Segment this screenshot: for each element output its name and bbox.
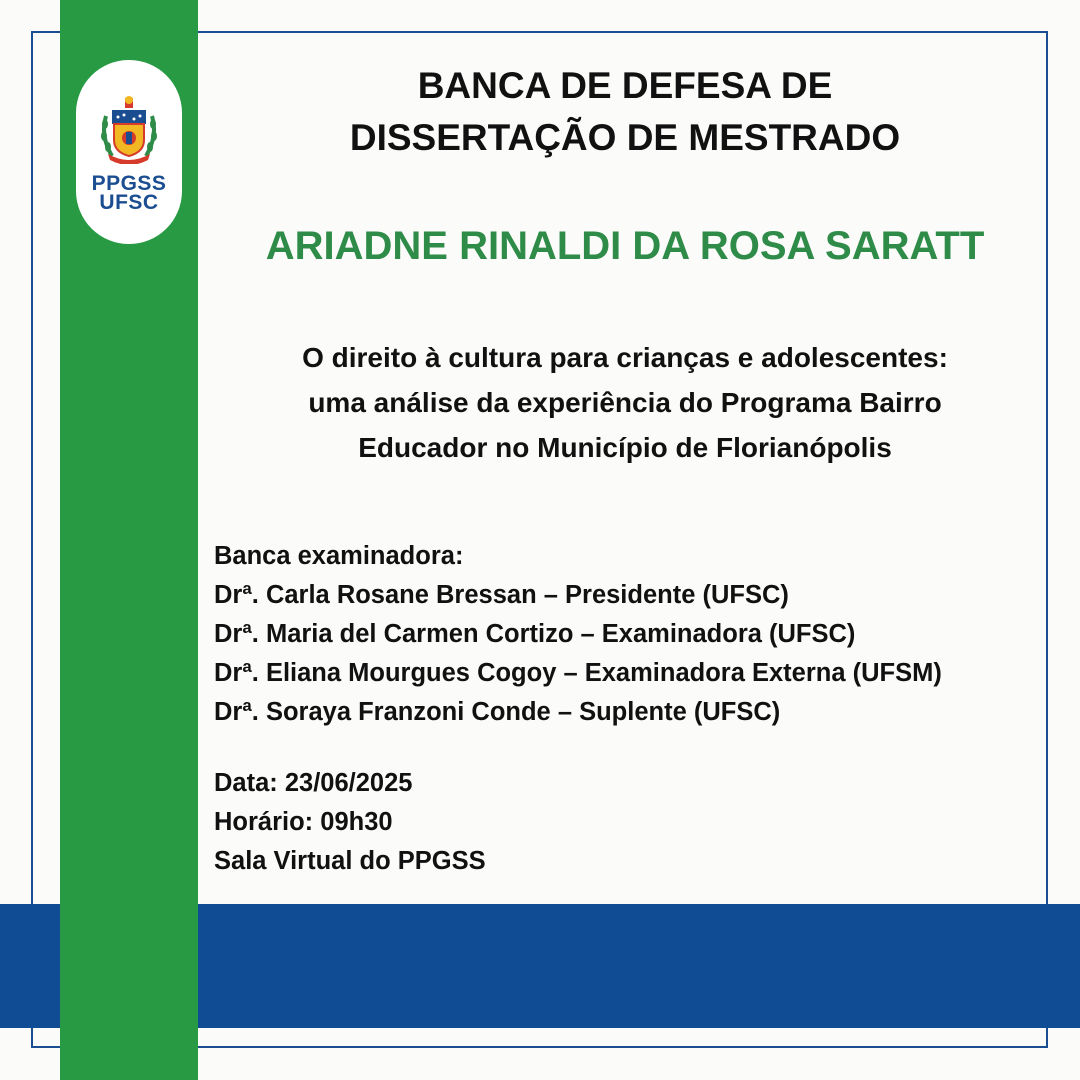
thesis-line-2: uma análise da experiência do Programa Bairro	[308, 387, 942, 418]
event-details	[214, 537, 942, 881]
thesis-line-3: Educador no Município de Florianópolis	[358, 432, 892, 463]
event-location: Sala Virtual do PPGSS	[214, 847, 486, 875]
logo-line-ufsc: UFSC	[99, 191, 159, 214]
logo-text	[92, 174, 167, 212]
committee-member: Drª. Maria del Carmen Cortizo – Examinadora (UFSC)	[214, 620, 856, 648]
logo-badge	[76, 60, 182, 244]
page-title	[240, 60, 1010, 164]
thesis-line-1: O direito à cultura para crianças e adolescentes:	[302, 342, 948, 373]
committee-member: Drª. Eliana Mourgues Cogoy – Examinadora Externa (UFSM)	[214, 659, 942, 687]
committee-member: Drª. Carla Rosane Bressan – Presidente (UFSC)	[214, 581, 789, 609]
committee-heading: Banca examinadora:	[214, 542, 464, 570]
thesis-title	[225, 335, 1025, 470]
ufsc-coat-of-arms-icon	[98, 96, 160, 164]
committee-member: Drª. Soraya Franzoni Conde – Suplente (UFSC)	[214, 698, 781, 726]
logo-line-ppgss: PPGSS	[91, 172, 167, 195]
author-name: ARIADNE RINALDI DA ROSA SARATT	[265, 224, 985, 268]
spacer	[214, 732, 942, 764]
title-line-1: BANCA DE DEFESA DE	[417, 65, 833, 106]
title-line-2: DISSERTAÇÃO DE MESTRADO	[349, 117, 901, 158]
event-time: Horário: 09h30	[214, 808, 393, 836]
green-stripe-bottom	[60, 904, 198, 1080]
event-date: Data: 23/06/2025	[214, 769, 413, 797]
